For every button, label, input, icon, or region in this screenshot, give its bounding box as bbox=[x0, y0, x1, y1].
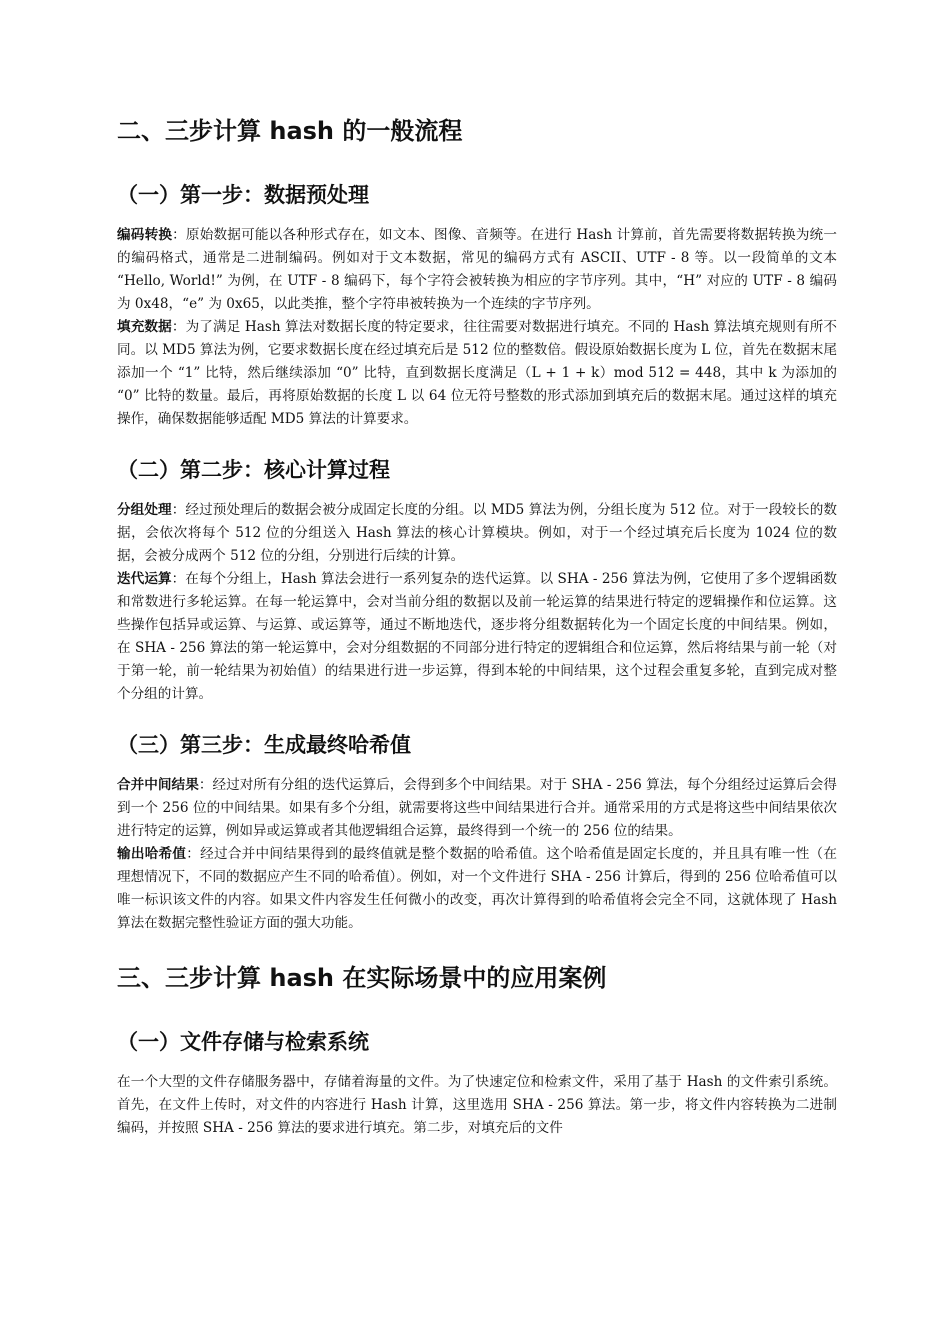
paragraph-text: ：经过合并中间结果得到的最终值就是整个数据的哈希值。这个哈希值是固定长度的，并且具有唯一性（在理想情况下，不同的数据应产生不同的哈希值）。例如，对一个文件进行 SHA - 256 计算后，得到的 256 位哈希值可以唯一标识该文件的内容。如果文件内容发生任何微小的改变，再次计算得到的哈希值将会完全不同，这就体现了 Hash 算法在数据完整性验证方面的强大功能。 bbox=[117, 846, 838, 931]
paragraph bbox=[117, 774, 837, 843]
paragraph-text: ：在每个分组上，Hash 算法会进行一系列复杂的迭代运算。以 SHA - 256 算法为例，它使用了多个逻辑函数和常数进行多轮运算。在每一轮运算中，会对当前分组的数据以及前一轮运算的结果进行特定的逻辑操作和位运算。这些操作包括异或运算、与运算、或运算等，通过不断地迭代，逐步将分组数据转化为一个固定长度的中间结果。例如，在 SHA - 256 算法的第一轮运算中，会对分组数据的不同部分进行特定的逻辑组合和位运算，然后将结果与前一轮（对于第一轮，前一轮结果为初始值）的结果进行进一步运算，得到本轮的中间结果，这个过程会重复多轮，直到完成对整个分组的计算。 bbox=[117, 571, 837, 702]
paragraph bbox=[117, 1071, 837, 1140]
paragraph-term: 输出哈希值 bbox=[117, 846, 187, 862]
paragraph-term: 编码转换 bbox=[117, 227, 173, 243]
paragraph-term: 合并中间结果 bbox=[117, 777, 199, 793]
paragraph-term: 填充数据 bbox=[117, 319, 172, 335]
paragraph-term: 分组处理 bbox=[117, 502, 172, 518]
subsection-heading: （三）第三步：生成最终哈希值 bbox=[117, 733, 411, 757]
subsection-heading: （一）文件存储与检索系统 bbox=[117, 1030, 369, 1054]
paragraph-text: ：经过预处理后的数据会被分成固定长度的分组。以 MD5 算法为例，分组长度为 512 位。对于一段较长的数据，会依次将每个 512 位的分组送入 Hash 算法的核心计算模块。例如，对于一个经过填充后长度为 1024 位的数据，会被分成两个 512 位的分组，分别进行后续的计算。 bbox=[117, 502, 837, 564]
subsection-heading: （二）第二步：核心计算过程 bbox=[117, 458, 390, 482]
paragraph-term: 迭代运算 bbox=[117, 571, 172, 587]
paragraph bbox=[117, 568, 837, 706]
paragraph-text: ：经过对所有分组的迭代运算后，会得到多个中间结果。对于 SHA - 256 算法，每个分组经过运算后会得到一个 256 位的中间结果。如果有多个分组，就需要将这些中间结果进行合并。通常采用的方式是将这些中间结果依次进行特定的运算，例如异或运算或者其他逻辑组合运算，最终得到一个统一的 256 位的结果。 bbox=[117, 777, 837, 839]
paragraph-text: ：为了满足 Hash 算法对数据长度的特定要求，往往需要对数据进行填充。不同的 Hash 算法填充规则有所不同。以 MD5 算法为例，它要求数据长度在经过填充后是 512 位的整数倍。假设原始数据长度为 L 位，首先在数据末尾添加一个 “1” 比特，然后继续添加 “0” 比特，直到数据长度满足（L + 1 + k）mod 512 = 448，其中 k 为添加的 “0” 比特的数量。最后，再将原始数据的长度 L 以 64 位无符号整数的形式添加到填充后的数据末尾。通过这样的填充操作，确保数据能够适配 MD5 算法的计算要求。 bbox=[117, 319, 837, 427]
subsection-heading: （一）第一步：数据预处理 bbox=[117, 183, 369, 207]
paragraph bbox=[117, 224, 837, 316]
paragraph bbox=[117, 499, 837, 568]
paragraph-text: ：原始数据可能以各种形式存在，如文本、图像、音频等。在进行 Hash 计算前，首先需要将数据转换为统一的编码格式，通常是二进制编码。例如对于文本数据，常见的编码方式有 ASCII、UTF - 8 等。以一段简单的文本 “Hello, World!” 为例，在 UTF - 8 编码下，每个字符会被转换为相应的字节序列。其中，“H” 对应的 UTF - 8 编码为 0x48，“e” 为 0x65，以此类推，整个字符串被转换为一个连续的字节序列。 bbox=[117, 227, 837, 312]
section-heading: 三、三步计算 hash 在实际场景中的应用案例 bbox=[117, 964, 607, 992]
paragraph bbox=[117, 316, 837, 431]
document-page bbox=[117, 114, 837, 1140]
paragraph bbox=[117, 843, 837, 935]
section-heading: 二、三步计算 hash 的一般流程 bbox=[117, 117, 463, 145]
paragraph-text: 在一个大型的文件存储服务器中，存储着海量的文件。为了快速定位和检索文件，采用了基于 Hash 的文件索引系统。首先，在文件上传时，对文件的内容进行 Hash 计算，这里选用 SHA - 256 算法。第一步，将文件内容转换为二进制编码，并按照 SHA - 256 算法的要求进行填充。第二步，对填充后的文件 bbox=[117, 1074, 837, 1136]
